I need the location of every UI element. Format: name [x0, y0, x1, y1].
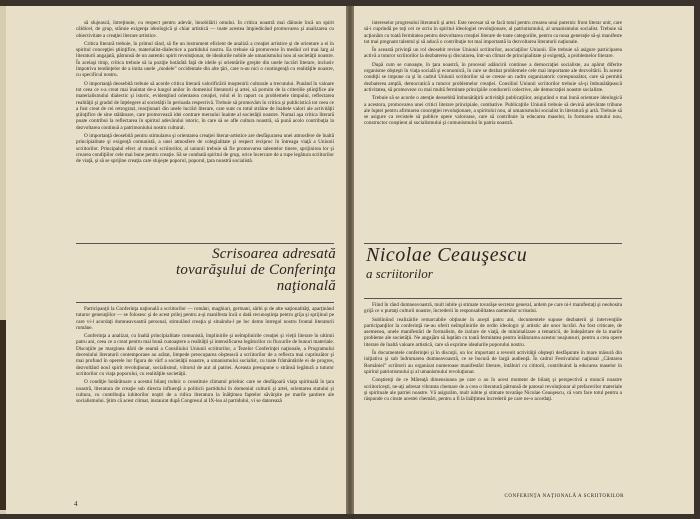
paragraph: În această privinţă un rol deosebit revine Uniunii scriitorilor, asociaţiilor Uniunii. Ele trebuie să asigure participarea activă a tuturor scriitorilor la dezbaterea şi discutarea, într-un climat de principialitate şi exigenţă, a problemelor literare. [364, 47, 622, 60]
paragraph: După cum se cunoaşte, în ţara noastră, în procesul adâncirii continue a democraţiei socialiste, au apărut diferite organisme obşteşti în viaţa socială şi economică, în care se dezbat problemele cele mai importante ale dezvoltării. În aceste condiţii se impune ca şi în cadrul Uniunii scriitorilor să se creeze un cadru organizatoric corespunzător, care să permită dezbaterea amplă, democratică a tuturor problemelor creaţiei. Consiliul Uniunii scriitorilor trebuie să-şi îmbunătăţească activitatea, să promoveze cu mai multă fermitate principiile conducerii colective, ale democraţiei noastre socialiste. [364, 61, 622, 93]
headline-sub: a scriitorilor [366, 266, 433, 281]
paragraph: Participanţii la Conferinţa naţională a scriitorilor — români, maghiari, germani, sârbi şi de alte naţionalităţi, aparţinând tuturor generaţiilor — se folosesc şi de acest prilej pentru a-şi manifesta încă o dată recunoştinţa pentru grija şi sprijinul pe care vi-l acordaţi dumneavoastră personal, stimulând creaţia şi situându-l pe loc demn întregul nostru frontal literaturii române. [76, 306, 334, 331]
left-headline: Scrisoarea adresată tovarăşului de Conferinţa naţională [176, 246, 336, 294]
paragraph: Trebuie să se acorde o atenţie deosebită îmbunătăţirii activităţii publicaţiilor, asigurând o mai bună orientare ideologică a acestora, promovarea unei critici literare principiale, combative. Publicaţiile Uniunii trebuie să devină adevărate tribune ale luptei pentru afirmarea concepţiei revoluţionare, a spiritului nou, al umanismului socialist în literatură şi artă. Trebuie să se asigure ca revistele să publice opere valoroase, care să contribuie la educarea maselor, la formarea omului nou, constructor conştient al socialismului şi comunismului în patria noastră. [364, 95, 622, 127]
gutter [346, 6, 354, 514]
paragraph: să slujească, întreţinute, cu respect pentru adevăr, înnobilării omului. În critica noastră mai dăinuie încă un spirit căldicel, de grup, stăruie exigenţa ideologică şi chiar artistică — toate acestea împiedicând promovarea şi analizarea cu obiectivitate a creaţiei literare artistice. [76, 20, 334, 39]
right-top-text [364, 20, 622, 242]
left-bottom-text [76, 306, 334, 502]
left-top-text [76, 20, 334, 242]
paragraph: Conferinţa a analizat, cu înaltă principialitate comunistă, împlinirile şi neîmplinirile creaţiei şi vieţii literare în ultimii patru ani, ceea ce a creat pentru mai bună cunoaştere a realităţii şi intensificarea legăturilor cu fluxurile de bunuri materiale. Discuţiile pe marginea dării de seamă a Consiliului Uniunii scriitorilor, a Tezelor Conferinţei naţionale, a Programului deceniului literaturii contemporane au arătat, limpede preocuparea obştească a scriitorilor de a reflecta mai cuprinzător şi mai profund în operele lor figura de vârf a societăţii noastre, a umanismului socialist, cu toate frământările ei de progres, dezvoltând noul spirit revoluţionar, socialismul, viitorul de aur al patriei. Aceasta presupune o strânsă legătură a tuturor scriitorilor cu viaţa poporului, cu realităţile societăţii. [76, 333, 334, 377]
page-number: 4 [74, 500, 78, 508]
divider [76, 302, 334, 303]
right-bottom-text [364, 302, 622, 492]
headline-name: Nicolae Ceauşescu [366, 244, 528, 266]
divider [76, 243, 334, 244]
paragraph: Conştienţi de ce Măreaţă dimensiunea pe care o au în acest moment de bilanţ şi perspectivă a muncii noastre scriitoriceşti, ne-aţi adresat vibranta chemare de a crea o literatură pătrunsă de patosul revoluţionar al prefacerilor materiale şi spirituale ale patriei noastre. Vă asigurăm, mult iubite şi stimate tovarăşe Nicolae Ceauşescu, că vom face totul pentru a răspunde cu cinste acestei chemări, pentru a fi la înălţimea încrederii pe care ne-o acordaţi. [364, 377, 622, 403]
paragraph: intereselor progresului literaturii şi artei. Este necesar să se facă totul pentru crearea unui puternic front literar unit, care să-i cuprindă pe toţi cei ce scriu în spiritul ideologiei revoluţionare, al patriotismului, al umanismului socialist. Trebuie să acţionăm cu toată fermitatea pentru dezvoltarea creaţiei literare de toate categoriile, pentru ca noua generaţie să-şi manifeste tot mai pregnant talentul şi să aducă o contribuţie tot mai importantă la dezvoltarea literaturii naţionale. [364, 20, 622, 45]
divider [364, 298, 622, 299]
paragraph: Subliniind realizările remarcabile obţinute în aceşti patru ani, documentele supuse dezbaterii şi intervenţiile participanţilor la conferinţă ne-au oferit neîmplinirile de ordin ideologic şi artistic ale unor lucrări. Au fost criticate, de asemenea, unele manifestări de formalism, de izolare de viaţă, de minimalizare a tematicii, de îndepărtare de la marile probleme ale societăţii. Ne angajăm să luptăm cu toată fermitatea pentru înlăturarea acestor neajunsuri, pentru a crea opere literare de înaltă valoare artistică, care să exprime idealurile poporului nostru. [364, 316, 622, 348]
paragraph: O condiţie hotărâtoare a acestui bilanţ rodnic o constituie climatul prielnic care se desfăşoară viaţa spirituală în ţara noastră, literatura de creaţie sub directa influenţă a politicii partidului în domeniul culturii şi artei, orientarea statului şi cultura, cu contribuţia iubitorilor noştri de a ridica literatura la înălţimea faptelor săvârşite pe marile şantiere ale socialismului. Ştim că acest climat, instaurat după Congresul al IX-lea al partidului, vi se datorează [76, 379, 334, 405]
paragraph: În documentele conferinţei şi în discuţii, un loc important a revenit activităţii obşteşti desfăşurate în mare măsură din iniţiativa şi sub îndrumarea dumneavoastră, ce se bucură de largă audienţă. În cadrul Festivalului naţional „Cântarea României” scriitorii au organizat numeroase manifestări literare, întâlniri cu cititorii, contribuind la educarea maselor în spiritul patriotismului şi al umanismului revoluţionar. [364, 350, 622, 375]
right-page [354, 6, 694, 514]
right-headline [366, 244, 616, 281]
paragraph: Critica literară trebuie, în primul rând, să fie un instrument eficient de analiză a creaţiei artistice şi de orientare a ei în spiritul concepţiei ştiinţifice, materialist-dialectice a partidului nostru. Ea trebuie să promoveze în mediul cel mai larg al literaturii angajată, pătrunsă de un autentic spirit revoluţionar, de idealurile nobile ale umanismului nou al societăţii noastre. În acelaşi timp, critica trebuie să ia poziţie hotărâtă faţă de ideile şi orientările greşite din unele lucrări literare, inclusiv împotriva tendinţelor de a imita unele „modele” occidentale din alte ţări, care n-au nici o contingenţă cu realităţile noastre, cu specificul nostru. [76, 40, 334, 79]
paragraph: O importanţă deosebită pentru stimularea şi orientarea creaţiei literar-artistice are desfăşurarea unei atmosfere de înaltă principialitate şi exigenţă comunistă, a unei atmosfere de colegialitate şi respect reciproc în întreaga viaţă a Uniunii scriitorilor. Principalul efect al muncii scriitorilor, al uniunii trebuie să fie promovarea talentelor tinere, sprijinirea lor şi crearea condiţiilor cele mai bune pentru creaţie. Să se combată spiritul de grup, orice încercare de a rupe legătura scriitorilor de viaţă, şi să se sprijine creaţia care slujeşte poporul, poporul, ţara noastră socialistă. [76, 133, 334, 165]
left-page [6, 6, 347, 514]
paragraph: O importanţă deosebită trebuie să acorde critica literară valorificării moştenirii culturale a trecutului. Punând în valoare tot ceea ce s-a creat mai înaintat de-a lungul anilor în domeniul literaturii şi artei, să pornim de la criteriile ştiinţifice ale materialismului dialectic şi istoric, evidenţiind orientarea creaţiei, rolul ei în raport cu problemele timpului, reflectarea realităţii şi gradul de înţelegere al societăţii în perioada respectivă. Trebuie să promovăm în critica şi publicistică tot ceea ce a fost creat de cei retrograzi, reacţionari din unele lucrări literare, care sunt cu totul străine de înaltele valori ale activităţii ştiinţifice de sine stătătoare, care promovează idei contrare mersului înainte al societăţii noastre. Numai aşa critica literară poate contribui la reflectarea în spiritul adevărului istoric, în care să se afle cultura noastră, să pună acolo contribuţia la dezvoltarea continuă a patrimoniului nostru cultural. [76, 80, 334, 131]
signoff: CONFERINŢA NAŢIONALĂ A SCRIITORILOR [504, 494, 624, 499]
paragraph: Fiind în rând dumneavoastră, mult iubite şi stimate tovarăşe secretar general, ardem pe care ni-l manifestaţi şi neobosita grijă ce o purtaţi culturii noastre, încrederii în responsabilitatea oamenilor scrisului. [364, 302, 622, 315]
